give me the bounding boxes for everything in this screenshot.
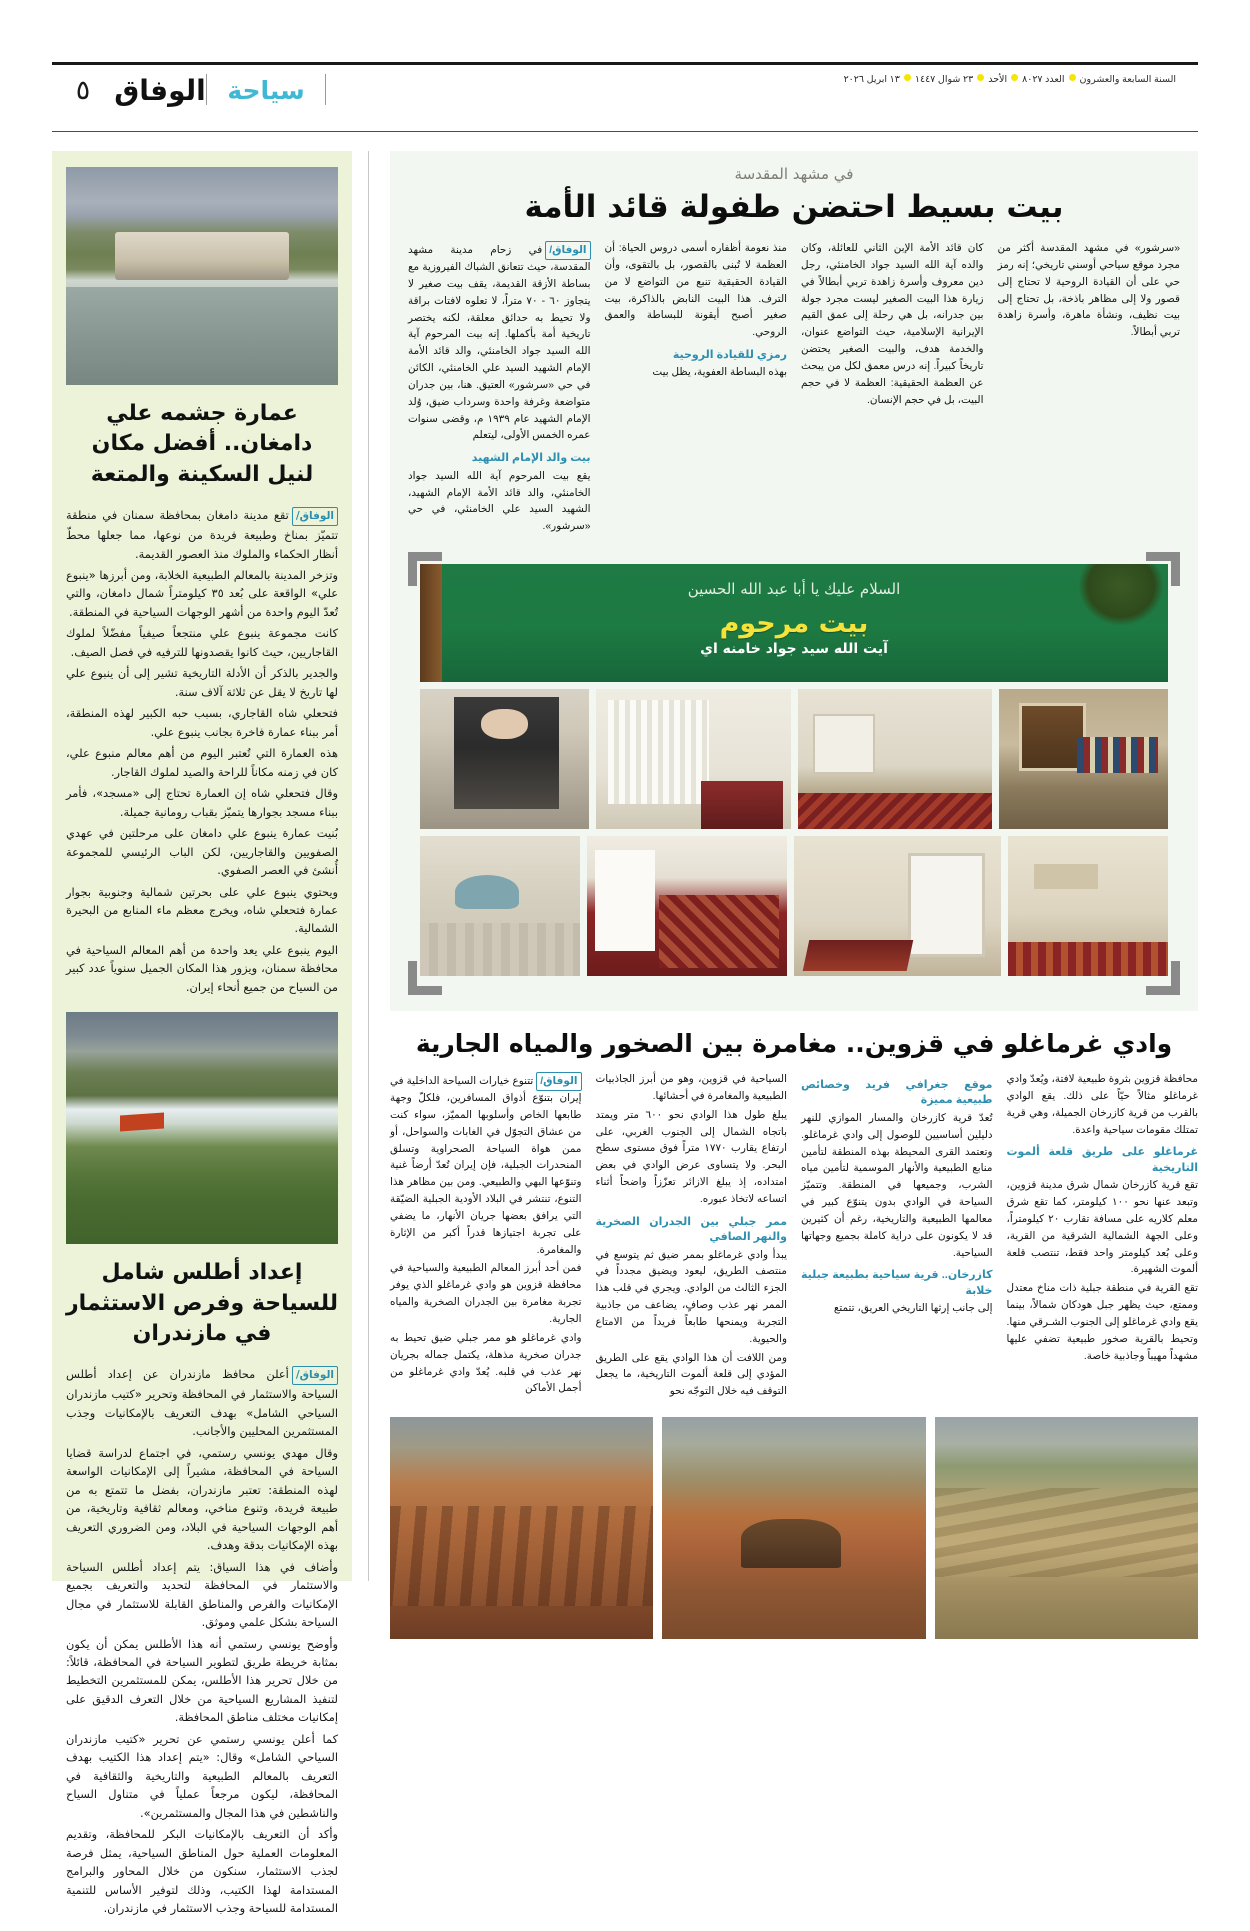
- page-number: ٥: [75, 75, 91, 106]
- paragraph: «سرشور» في مشهد المقدسة أكثر من مجرد موقع سياحي أوسني تاريخي؛ إنه رمز حي على أن القيادة الروحية لا تحتاج إلى قصور ولا إلى مظاهر باذخة، بل تحتاج إلى بيت نظيف، ونشأة ماهرة، وأسرة زاهدة تربي أبطالاً.: [997, 243, 1180, 339]
- paragraph: اليوم ينبوع علي يعد واحدة من أهم المعالم السياحية في محافظة سمنان، ويزور هذا المكان الجميل سنوياً عدد كبير من السياح من جميع أنحاء إيران.: [66, 942, 338, 994]
- meta-day: الأحد: [988, 74, 1008, 85]
- garmaghlou-red-canyon-photo: [390, 1417, 653, 1639]
- subheading-kazerkhan-village: كازرخان.. قرية سياحية بطبيعة جبلية خلابة: [801, 1269, 993, 1297]
- bullet-dot-icon: [1069, 74, 1076, 81]
- meta-gregorian-date: ١٣ ابريل ٢٠٢٦: [843, 74, 900, 85]
- paragraph: تقع قرية كازرخان شمال شرق مدينة قزوين، وتبعد عنها نحو ١٠٠ كيلومتر، كما تقع شرق معلم كلاريه على مسافة تقارب ٢٠ كيلومتراً، وعلى الجهة الشمالية الشرقية من القرية، وعلى بُعد كيلومتر واحد فقط، تنتصب قلعة ألموت الشهيرة.: [1006, 1180, 1198, 1276]
- paragraph: بُنيت عمارة ينبوع علي دامغان على مرحلتين في عهدي الصفويين والقاجاريين، لكن الباب الرئيسي للمجموعة أُنشئ في العصر الصفوي.: [66, 826, 338, 878]
- portrait-frame-books-shelf-photo: [999, 689, 1168, 829]
- paragraph: إلى جانب إرثها التاريخي العريق، تتمتع: [833, 1303, 993, 1315]
- bullet-dot-icon: [977, 74, 984, 81]
- section-title: سياحة: [227, 76, 305, 105]
- bottom-headline: وادي غرماغلو في قزوين.. مغامرة بين الصخور والمياه الجارية: [415, 1029, 1173, 1059]
- main-article-columns: [408, 241, 1180, 538]
- banner-sub-text: آيت الله سيد جواد خامنه اي: [700, 640, 888, 657]
- banner-top-line: السلام عليك يا أبا عبد الله الحسين: [687, 579, 901, 598]
- paragraph: وتزخر المدينة بالمعالم الطبيعية الخلابة، ومن أبرزها «ينبوع علي» الواقعة على بُعد ٣٥ كيلومتراً شمال دامغان، والتي تُعدّ اليوم واحدة من أشهر الوجهات السياحية في المنطقة.: [66, 568, 339, 619]
- paragraph: وأكد أن التعريف بالإمكانيات البكر للمحافظة، وتقديم المعلومات العملية حول المناطق السياحية، يمثل فرصة لجذب الاستثمار، سنكون من خلال المحاور والبرامج المستدامة لهذا الكتيب، وذلك لتوفير الأساس للتنمية المستدامة للسياحة وجذب الاستثمار في مازندران.: [66, 1827, 338, 1916]
- paragraph: [66, 506, 338, 563]
- paragraph: وقال مهدي يونسي رستمي، في اجتماع لدراسة قضايا السياحة في المحافظة، مشيراً إلى الإمكانيات الواسعة لهذه المنطقة: تعتبر مازندران، بفضل ما تتمتع به من طبيعة فريدة، وتنوع مناخي، ومعالم ثقافية وتاريخية، من أهم الوجهات السياحية في البلاد، ومن الضروري التعريف بهذه الإمكانيات بدقة وهدف.: [66, 1445, 338, 1553]
- left-article-2-body: [66, 1365, 338, 1917]
- subheading-spiritual-leadership: رمزي للقيادة الروحية: [672, 349, 787, 362]
- masthead-divider-2: [325, 74, 326, 105]
- paragraph: هذه العمارة التي تُعتبر اليوم من أهم معالم منبوع علي، كان في زمنه مكاناً للراحة والصيد لملوك القاجار.: [66, 746, 338, 779]
- paragraph: كان قائد الأمة الإبن الثاني للعائلة، وكان والده آية الله السيد جواد الخامنئي، رجل دين معروف وأسرة زاهدة تربي أبطالاً في زيارة هذا البيت الصغير ليست مجرد جولة بين جدرانه، بل هي رحلة إلى عمق القيم الإيرانية الإسلامية، حيث التواضع عنوان، والخدمة هدف، والبيت الصغير يحتضن تاريخاً كبيراً. إنه درس معمق لكل من يبحث عن العظمة الحقيقية: العظمة لا في حجم البيت، بل في حجم الإنسان.: [801, 243, 984, 406]
- paragraph: كانت مجموعة ينبوع علي منتجعاً صيفياً مفضّلاً لملوك القاجاريين، حيث كانوا يقصدونها للترفيه في فصل الصيف.: [66, 626, 338, 659]
- main-article-khamenei-house: [390, 151, 1198, 1011]
- masthead: [52, 62, 1198, 110]
- left-sidebar-column: [52, 151, 352, 1916]
- paragraph: [408, 241, 591, 445]
- paragraph: وقال فتحعلي شاه إن العمارة تحتاج إلى «مسجد»، فأمر ببناء مسجد بجوارها يتميّز بقباب رومانية جميلة.: [66, 786, 338, 819]
- source-badge: الوفاق/: [545, 241, 590, 260]
- paragraph: بهذه البساطة العفوية، يظل بيت: [652, 367, 787, 379]
- paragraph: فمن أحد أبرز المعالم الطبيعية والسياحية في محافظة قزوين هو وادي غرماغلو الذي يوفر تجربة مغامرة بين الجدران الصخرية والمياه الجارية.: [390, 1263, 582, 1326]
- courtyard-fountain-photo: [420, 836, 580, 976]
- paragraph: السياحية في قزوين، وهو من أبرز الجاذبيات الطبيعية والمغامرة في أحشائها.: [595, 1074, 787, 1102]
- paragraph: محافظة قزوين بثروة طبيعية لافتة، ويُعدّ وادي غرماغلو مثالاً حيّاً على ذلك. يقع الوادي بالقرب من قرية كازرخان الجميلة، وهي قرية تمتلك مقومات سياحية واعدة.: [1006, 1074, 1198, 1136]
- meta-issue: العدد ٨٠٢٧: [1022, 74, 1065, 85]
- white-door-room-photo: [794, 836, 1002, 976]
- meta-hijri-date: ٢٣ شوال ١٤٤٧: [914, 74, 974, 85]
- collage-row-2: [420, 836, 1168, 976]
- paragraph-text: تقع مدينة دامغان بمحافظة سمنان في منطقة تتميّز بمناخ وطبيعة فريدة من نوعها، مما جعلها محطّ أنظار الحكماء والملوك منذ العصور القديمة.: [66, 508, 338, 561]
- source-badge: الوفاق/: [536, 1072, 581, 1091]
- paragraph: يبدأ وادي غرماغلو بممر ضيق ثم يتوسع في منتصف الطريق، ليعود ويضيق مجدداً في الجزء الثالث من الوادي. ويجري في قلب هذا الممر نهر عذب وصافٍ، يضاعف من جاذبية التجربة ويمنحها طابعاً فريداً من الامتاع والحيوية.: [595, 1249, 787, 1345]
- bottom-col-1: [390, 1072, 582, 1403]
- meta-year: السنة السابعة والعشرون: [1079, 74, 1176, 85]
- paragraph-text: أعلن محافظ مازندران عن إعداد أطلس السياحة والاستثمار في المحافظة وتحرير «كتيب مازندران السياحي الشامل» بهدف التعريف بالإمكانيات وجذب المستثمرين المحليين والأجانب.: [66, 1367, 338, 1439]
- main-col-2: [605, 241, 788, 538]
- paragraph: تُعدّ قرية كازرخان والمسار الموازي للنهر دليلين أساسيين للوصول إلى وادي غرماغلو. وتعتمد القرى المحيطة بهذه المنطقة لتأمين منابع الطبيعية والأنهار الموسمية لتأمين مياه الشرب، وجميعها في المنطقة. وتتميّز السياحة في الوادي بدون يتنوّع كبير في معالمها الطبيعية والتاريخية، رغم أن كثيرين قد لا يكونون على دراية كاملة بجميع وجهاتها السياحية.: [801, 1112, 993, 1259]
- paragraph: [66, 1365, 338, 1440]
- subheading-almut-road: غرماغلو على طريق قلعة ألموت التاريخية: [1006, 1146, 1198, 1174]
- source-badge: الوفاق/: [292, 507, 338, 526]
- portrait-leader-standing-photo: [420, 689, 589, 829]
- bottom-article-garmaghlou-valley: [390, 1029, 1198, 1639]
- paragraph-text: في زحام مدينة مشهد المقدسة، حيث تتعانق الشباك الفيروزية مع بساطة الأزقة القديمة، يقف بيت صغير لا يتجاوز ٦٠ - ٧٠ متراً، لا تعلوه لافتات براقة ولا تحيط به حدائق معلقة، لكنه يختصر تاريخية أمة بأكملها. إنه بيت المرحوم آية الله السيد جواد الخامنئي، والد قائد الأمة الإمام الشهيد السيد علي الخامنئي، الكائن في حي «سرشور» العتيق. هنا، بين جدران متواضعة وغرفة واحدة وسرداب ضيق، وُلد الإمام الشهيد عام ١٩٣٩ م، وقضى سنوات عمره الخمس الأولى، ليتعلم: [408, 245, 591, 442]
- red-carpet-bedding-photo: [587, 836, 787, 976]
- main-headline: بيت بسيط احتضن طفولة قائد الأمة: [524, 189, 1064, 225]
- paragraph: [390, 1072, 582, 1259]
- damghan-cheshmeh-ali-photo: [66, 167, 338, 385]
- issue-metadata: [326, 65, 1198, 110]
- bullet-dot-icon: [904, 74, 911, 81]
- left-article-1-title: عمارة جشمه علي دامغان.. أفضل مكان لنيل السكينة والمتعة: [90, 401, 314, 487]
- bottom-article-columns: [390, 1072, 1198, 1403]
- photo-collage: [408, 552, 1180, 995]
- paragraph: كما أعلن يونسي رستمي عن تحرير «كتيب مازندران السياحي الشامل» وقال: «يتم إعداد هذا الكتيب بهدف التعريف بالمعالم الطبيعية والتاريخية والثقافية في المحافظة، ليكون مرجعاً عملياً في متناول السياح والناشطين في هذا المجال والمستثمرين».: [66, 1731, 338, 1820]
- paragraph: وادي غرماغلو هو ممر جبلي ضيق تحيط به جدران صخرية مذهلة، يكتمل جماله بجريان نهر عذب في قلبه. يُعدّ وادي غرماغلو من أجمل الأماكن: [390, 1332, 582, 1395]
- bottom-col-3: [801, 1072, 993, 1403]
- paragraph: والجدير بالذكر أن الأدلة التاريخية تشير إلى أن ينبوع علي لها تاريخ لا يقل عن ثلاثة آلاف سنة.: [66, 666, 338, 699]
- subheading-martyr-father-house: بيت والد الإمام الشهيد: [471, 452, 591, 465]
- paragraph: ويحتوي ينبوع علي على بحرتين شمالية وجنوبية بجوار عمارة فتحعلي شاه، ويخرج معظم ماء المنابع من البحيرة الشمالية.: [66, 884, 338, 936]
- main-content-column: [390, 151, 1198, 1581]
- paragraph: يقع بيت المرحوم آية الله السيد جواد الخامنئي، والد قائد الأمة الإمام الشهيد، الشهيد السيد علي الخامنئي، في حي «سرشور».: [408, 470, 591, 533]
- left-article-2-title: إعداد أطلس شامل للسياحة وفرص الاستثمار في مازندران: [66, 1260, 338, 1347]
- newspaper-brand: الوفاق: [114, 74, 206, 107]
- paragraph: منذ نعومة أظفاره أسمى دروس الحياة: أن العظمة لا تُبنى بالقصور، بل بالتقوى، وأن القيادة الحقيقية تنبع من التواضع لا من الترف. هذا البيت النابض بالذاكرة، بيت صغير أصبح أيقونة للبساطة والعمق الروحي.: [604, 243, 787, 339]
- paragraph-text: تتنوع خيارات السياحة الداخلية في إيران بتنوّع أذواق المسافرين، فلكلّ وجهة طابعها الخاص وأسلوبها المميّز، سواء كنت من عشاق التجوّل في الغابات والسواحل، أو ممن هواة السياحة الصحراوية وتسلق المنحدرات الجبلية، فإن إيران تُعدّ أرضاً غنية وتنوّعها البهي والطبيعي. ومن بين مظاهر هذا التنوع، تنتشر في البلاد الأودية الجبلية الضيّقة التي يرافق بعضها جريان الأنهار، ما يضفي على تجربة اجتيازها قدراً أكبر من الإثارة والمغامرة.: [390, 1076, 582, 1256]
- masthead-bottom-rule: [52, 131, 1198, 132]
- plain-wall-niche-photo: [1008, 836, 1168, 976]
- main-col-4: [998, 241, 1181, 538]
- garmaghlou-rock-formations-photo: [662, 1417, 925, 1639]
- paragraph: يبلغ طول هذا الوادي نحو ٦٠٠ متر ويمتد باتجاه الشمال إلى الجنوب الغربي، على ارتفاع يقارب ١٧٧٠ متراً فوق مستوى سطح البحر. ولا يتساوى عرض الوادي في بعض امتداده، إذ يبلغ الازائر تعزّزاً واضحاً أثناء اتساعه لاتخاذ عبوره.: [595, 1109, 787, 1205]
- white-curtain-room-photo: [596, 689, 790, 829]
- main-col-1: [408, 241, 591, 538]
- masthead-divider-1: [206, 74, 207, 105]
- column-divider-rule: [368, 151, 369, 1581]
- garmaghlou-valley-ridge-photo: [935, 1417, 1198, 1639]
- banner-main-text: بيت مرحوم: [719, 607, 869, 639]
- interior-room-carpet-photo: [798, 689, 992, 829]
- left-article-1-body: [66, 506, 338, 996]
- paragraph: وأوضح يونسي رستمي أنه هذا الأطلس يمكن أن يكون بمثابة خريطة طريق لتطوير السياحة في المحافظة، قائلاً: من خلال تحرير هذا الأطلس، يمكن للمستثمرين التخطيط لتنفيذ المشاريع السياحية من خلال التعرف الدقيق على إمكانيات مختلف مناطق المحافظة.: [66, 1636, 338, 1725]
- subheading-geographic-features: موقع جغرافي فريد وخصائص طبيعية مميزة: [801, 1079, 993, 1107]
- collage-row-1: [420, 689, 1168, 829]
- paragraph: ومن اللافت أن هذا الوادي يقع على الطريق المؤدي إلى قلعة ألموت التاريخية، ما يجعل التوقف فيه خلال التوجّه نحو: [595, 1352, 787, 1398]
- mazandaran-village-photo: [66, 1012, 338, 1244]
- main-col-3: [801, 241, 984, 538]
- green-banner-photo: [420, 564, 1168, 682]
- article-kicker: في مشهد المقدسة: [734, 165, 854, 183]
- bottom-col-2: [596, 1072, 788, 1403]
- paragraph: فتحعلي شاه القاجاري، بسبب حبه الكبير لهذه المنطقة، أمر ببناء عمارة فاخرة بجانب ينبوع علي.: [66, 706, 338, 739]
- paragraph: وأضاف في هذا السياق: يتم إعداد أطلس السياحة والاستثمار في المحافظة لتحديد والتعريف بجميع الإمكانيات والفرص والمناطق القابلة للاستثمار في مجال السياحة بشكل علمي وموثق.: [66, 1559, 338, 1630]
- source-badge: الوفاق/: [292, 1366, 338, 1385]
- bottom-photo-row: [390, 1417, 1198, 1639]
- subheading-mountain-passage: ممر جبلي بين الجدران الصخرية والنهر الصافي: [595, 1215, 787, 1244]
- bullet-dot-icon: [1011, 74, 1018, 81]
- bottom-col-4: [1007, 1072, 1199, 1403]
- paragraph: تقع القرية في منطقة جبلية ذات مناخ معتدل وممتع، حيث يظهر جبل هودكان شمالاً، بينما يقع وادي غرماغلو إلى الجنوب الشـرقي منها. وتحيط بالقرية صخور طبيعية تضفي عليها مشهداً مهيباً وجاذبية خاصة.: [1006, 1283, 1198, 1362]
